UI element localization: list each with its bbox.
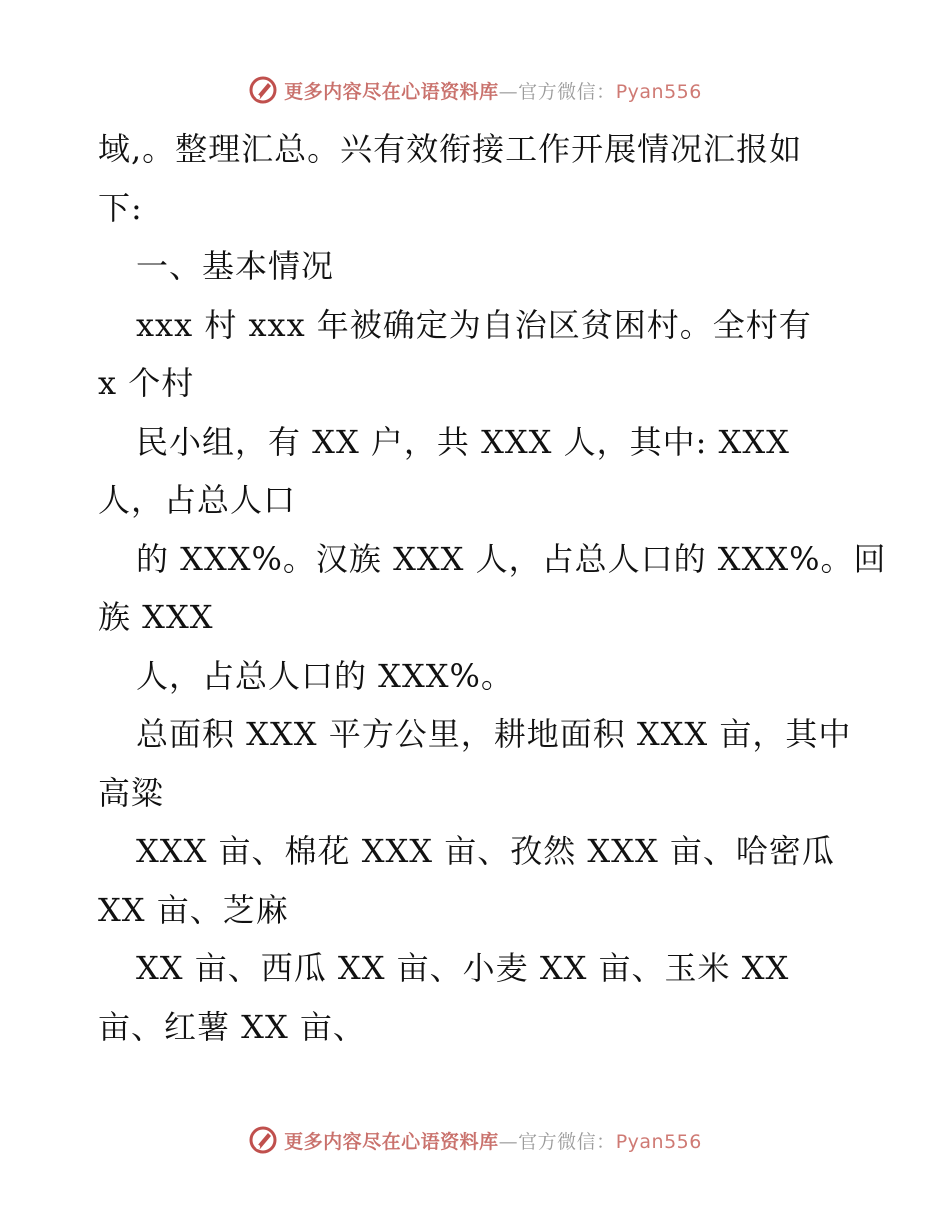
pen-circle-logo-icon: [248, 1125, 278, 1155]
body-line-15: XX 亩、西瓜 XX 亩、小麦 XX 亩、玉米 XX: [136, 949, 790, 987]
footer-separator: —: [498, 1130, 519, 1153]
page-header: [0, 70, 950, 110]
body-line-9: 族 XXX: [98, 598, 214, 636]
header-wechat-label: 官方微信：: [518, 80, 616, 103]
body-line-7: 人，占总人口: [98, 481, 297, 519]
footer-banner: [284, 1127, 702, 1154]
body-line-16: 亩、红薯 XX 亩、: [98, 1007, 366, 1046]
body-line-12: 高粱: [98, 773, 165, 812]
section-heading: 一、基本情况: [136, 247, 335, 285]
footer-wechat-label: 官方微信：: [518, 1130, 616, 1153]
footer-wechat-id: Pyan556: [615, 1130, 702, 1153]
header-separator: —: [498, 80, 519, 103]
body-line-13: XXX 亩、棉花 XXX 亩、孜然 XXX 亩、哈密瓜: [136, 832, 835, 870]
header-wechat-id: Pyan556: [615, 80, 702, 103]
body-line-8: 的 XXX%。汉族 XXX 人，占总人口的 XXX%。回: [136, 539, 887, 578]
footer-main-text: 更多内容尽在心语资料库: [284, 1130, 499, 1153]
header-main-text: 更多内容尽在心语资料库: [284, 80, 499, 103]
header-banner: [284, 77, 702, 104]
body-line-5: x 个村: [98, 364, 195, 402]
body-line-2: 下:: [98, 188, 143, 227]
body-line-4: xxx 村 xxx 年被确定为自治区贫困村。全村有: [136, 305, 812, 344]
body-line-1: 域,。整理汇总。兴有效衔接工作开展情况汇报如: [98, 130, 803, 168]
body-line-14: XX 亩、芝麻: [98, 890, 289, 929]
pen-circle-logo-icon: [248, 75, 278, 105]
document-body: [98, 120, 887, 1056]
body-line-10: 人，占总人口的 XXX%。: [136, 656, 514, 695]
body-line-11: 总面积 XXX 平方公里，耕地面积 XXX 亩，其中: [136, 715, 852, 753]
page-footer: [0, 1120, 950, 1160]
body-line-6: 民小组，有 XX 户，共 XXX 人，其中: XXX: [136, 422, 790, 461]
